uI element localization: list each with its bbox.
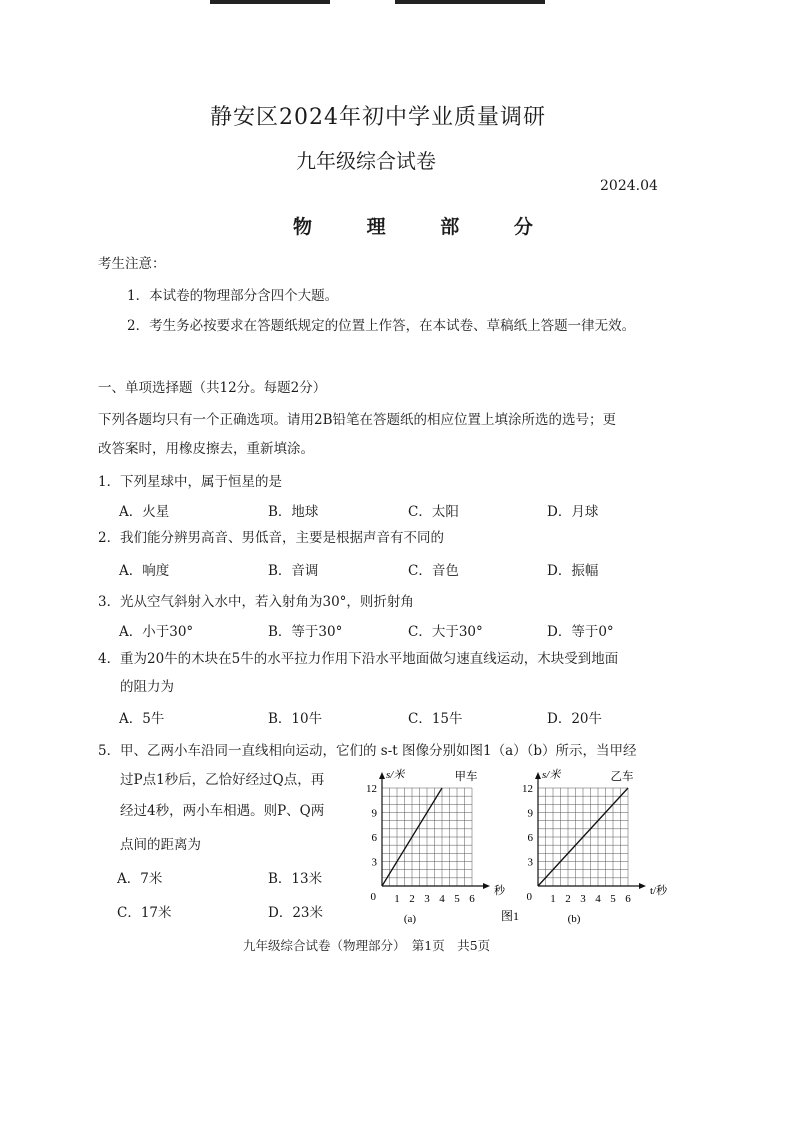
y-tick-label: 9	[371, 807, 377, 820]
x-tick-label: 4	[439, 893, 445, 905]
option-a: A．5牛	[119, 711, 165, 727]
y-tick-label: 3	[371, 856, 377, 869]
option-b: B．13米	[268, 871, 323, 887]
option-c: C．大于30°	[408, 624, 483, 640]
origin-label: 0	[526, 891, 532, 903]
x-axis-arrow	[639, 883, 646, 889]
question-stem: 甲、乙两小车沿同一直线相向运动，它们的 s-t 图像分别如图1（a）（b）所示，当甲经	[120, 743, 637, 759]
origin-label: 0	[370, 891, 376, 903]
notice-item: 1．本试卷的物理部分含四个大题。	[127, 288, 339, 304]
page-title: 静安区2024年初中学业质量调研	[210, 105, 546, 130]
option-b: B．10牛	[268, 711, 323, 727]
x-tick-label: 6	[469, 893, 475, 905]
part-heading: 一、单项选择题（共12分。每题2分）	[98, 380, 327, 396]
question-stem-cont: 点间的距离为	[120, 837, 201, 853]
scan-mark	[210, 0, 330, 4]
x-axis-arrow	[483, 883, 490, 889]
part-instruction: 改答案时，用橡皮擦去，重新填涂。	[98, 441, 314, 457]
question-stem-cont: 经过4秒，两小车相遇。则P、Q两	[120, 803, 325, 819]
question-stem-cont: 过P点1秒后，乙恰好经过Q点，再	[120, 772, 325, 788]
st-chart-a	[366, 768, 506, 925]
chart-sub-label: (a)	[403, 913, 417, 925]
x-axis-label: t/秒	[650, 885, 668, 897]
option-b: B．音调	[268, 563, 319, 579]
option-b: B．地球	[268, 504, 319, 520]
option-a: A．小于30°	[119, 624, 194, 640]
question-stem: 光从空气斜射入水中，若入射角为30°，则折射角	[120, 594, 414, 610]
chart-sub-label: (b)	[567, 913, 581, 925]
y-axis-label: s/米	[386, 769, 405, 781]
part-instruction: 下列各题均只有一个正确选项。请用2B铅笔在答题纸的相应位置上填涂所选的选号；更	[98, 412, 617, 428]
question-number: 5．	[98, 743, 121, 759]
figure-caption: 图1	[500, 909, 520, 923]
question-stem: 重为20牛的木块在5牛的水平拉力作用下沿水平地面做匀速直线运动，木块受到地面	[120, 651, 619, 667]
x-tick-label: 5	[454, 893, 460, 905]
y-tick-label: 9	[527, 807, 533, 820]
y-tick-label: 3	[527, 856, 533, 869]
x-tick-label: 5	[610, 893, 616, 905]
y-tick-label: 6	[527, 832, 533, 844]
question-number: 2．	[98, 530, 121, 546]
option-d: D．振幅	[547, 563, 599, 579]
y-tick-label: 6	[371, 832, 377, 844]
option-a: A．响度	[119, 563, 170, 579]
option-c: C．音色	[408, 563, 459, 579]
y-axis-arrow	[535, 772, 541, 779]
question-stem-cont: 的阻力为	[120, 679, 174, 695]
option-a: A．火星	[119, 504, 170, 520]
option-d: D．20牛	[547, 711, 603, 727]
exam-date: 2024.04	[600, 178, 658, 194]
x-axis-label: 秒	[494, 885, 505, 897]
page-subtitle: 九年级综合试卷	[296, 149, 436, 173]
y-tick-label: 12	[522, 783, 533, 795]
option-a: A．7米	[117, 871, 163, 887]
x-tick-label: 3	[580, 893, 586, 905]
notice-item: 2．考生务必按要求在答题纸规定的位置上作答，在本试卷、草稿纸上答题一律无效。	[127, 318, 636, 334]
x-tick-label: 3	[424, 893, 430, 905]
option-c: C．太阳	[408, 504, 459, 520]
y-axis-label: s/米	[542, 769, 561, 781]
option-d: D．等于0°	[547, 624, 614, 640]
y-tick-label: 12	[366, 783, 377, 795]
question-number: 4．	[98, 651, 121, 667]
series-label: 甲车	[454, 771, 478, 783]
y-axis-arrow	[379, 772, 385, 779]
x-tick-label: 6	[625, 893, 631, 905]
x-tick-label: 2	[409, 893, 415, 905]
question-stem: 下列星球中，属于恒星的是	[120, 474, 282, 490]
section-title: 物 理 部 分	[293, 216, 557, 238]
option-c: C．15牛	[408, 711, 463, 727]
series-label: 乙车	[610, 771, 634, 783]
option-b: B．等于30°	[268, 624, 343, 640]
question-stem: 我们能分辨男高音、男低音，主要是根据声音有不同的	[120, 530, 444, 546]
option-d: D．23米	[268, 905, 324, 921]
scan-mark	[395, 0, 545, 4]
figure-1	[350, 760, 670, 930]
x-tick-label: 1	[394, 893, 400, 905]
x-tick-label: 1	[550, 893, 556, 905]
notice-heading: 考生注意：	[98, 256, 166, 272]
question-number: 1．	[98, 474, 121, 490]
question-number: 3．	[98, 594, 121, 610]
x-tick-label: 2	[565, 893, 571, 905]
st-chart-b	[522, 768, 668, 925]
option-d: D．月球	[547, 504, 599, 520]
x-tick-label: 4	[595, 893, 601, 905]
option-c: C．17米	[117, 905, 172, 921]
page-footer: 九年级综合试卷（物理部分） 第1页 共5页	[243, 938, 491, 953]
